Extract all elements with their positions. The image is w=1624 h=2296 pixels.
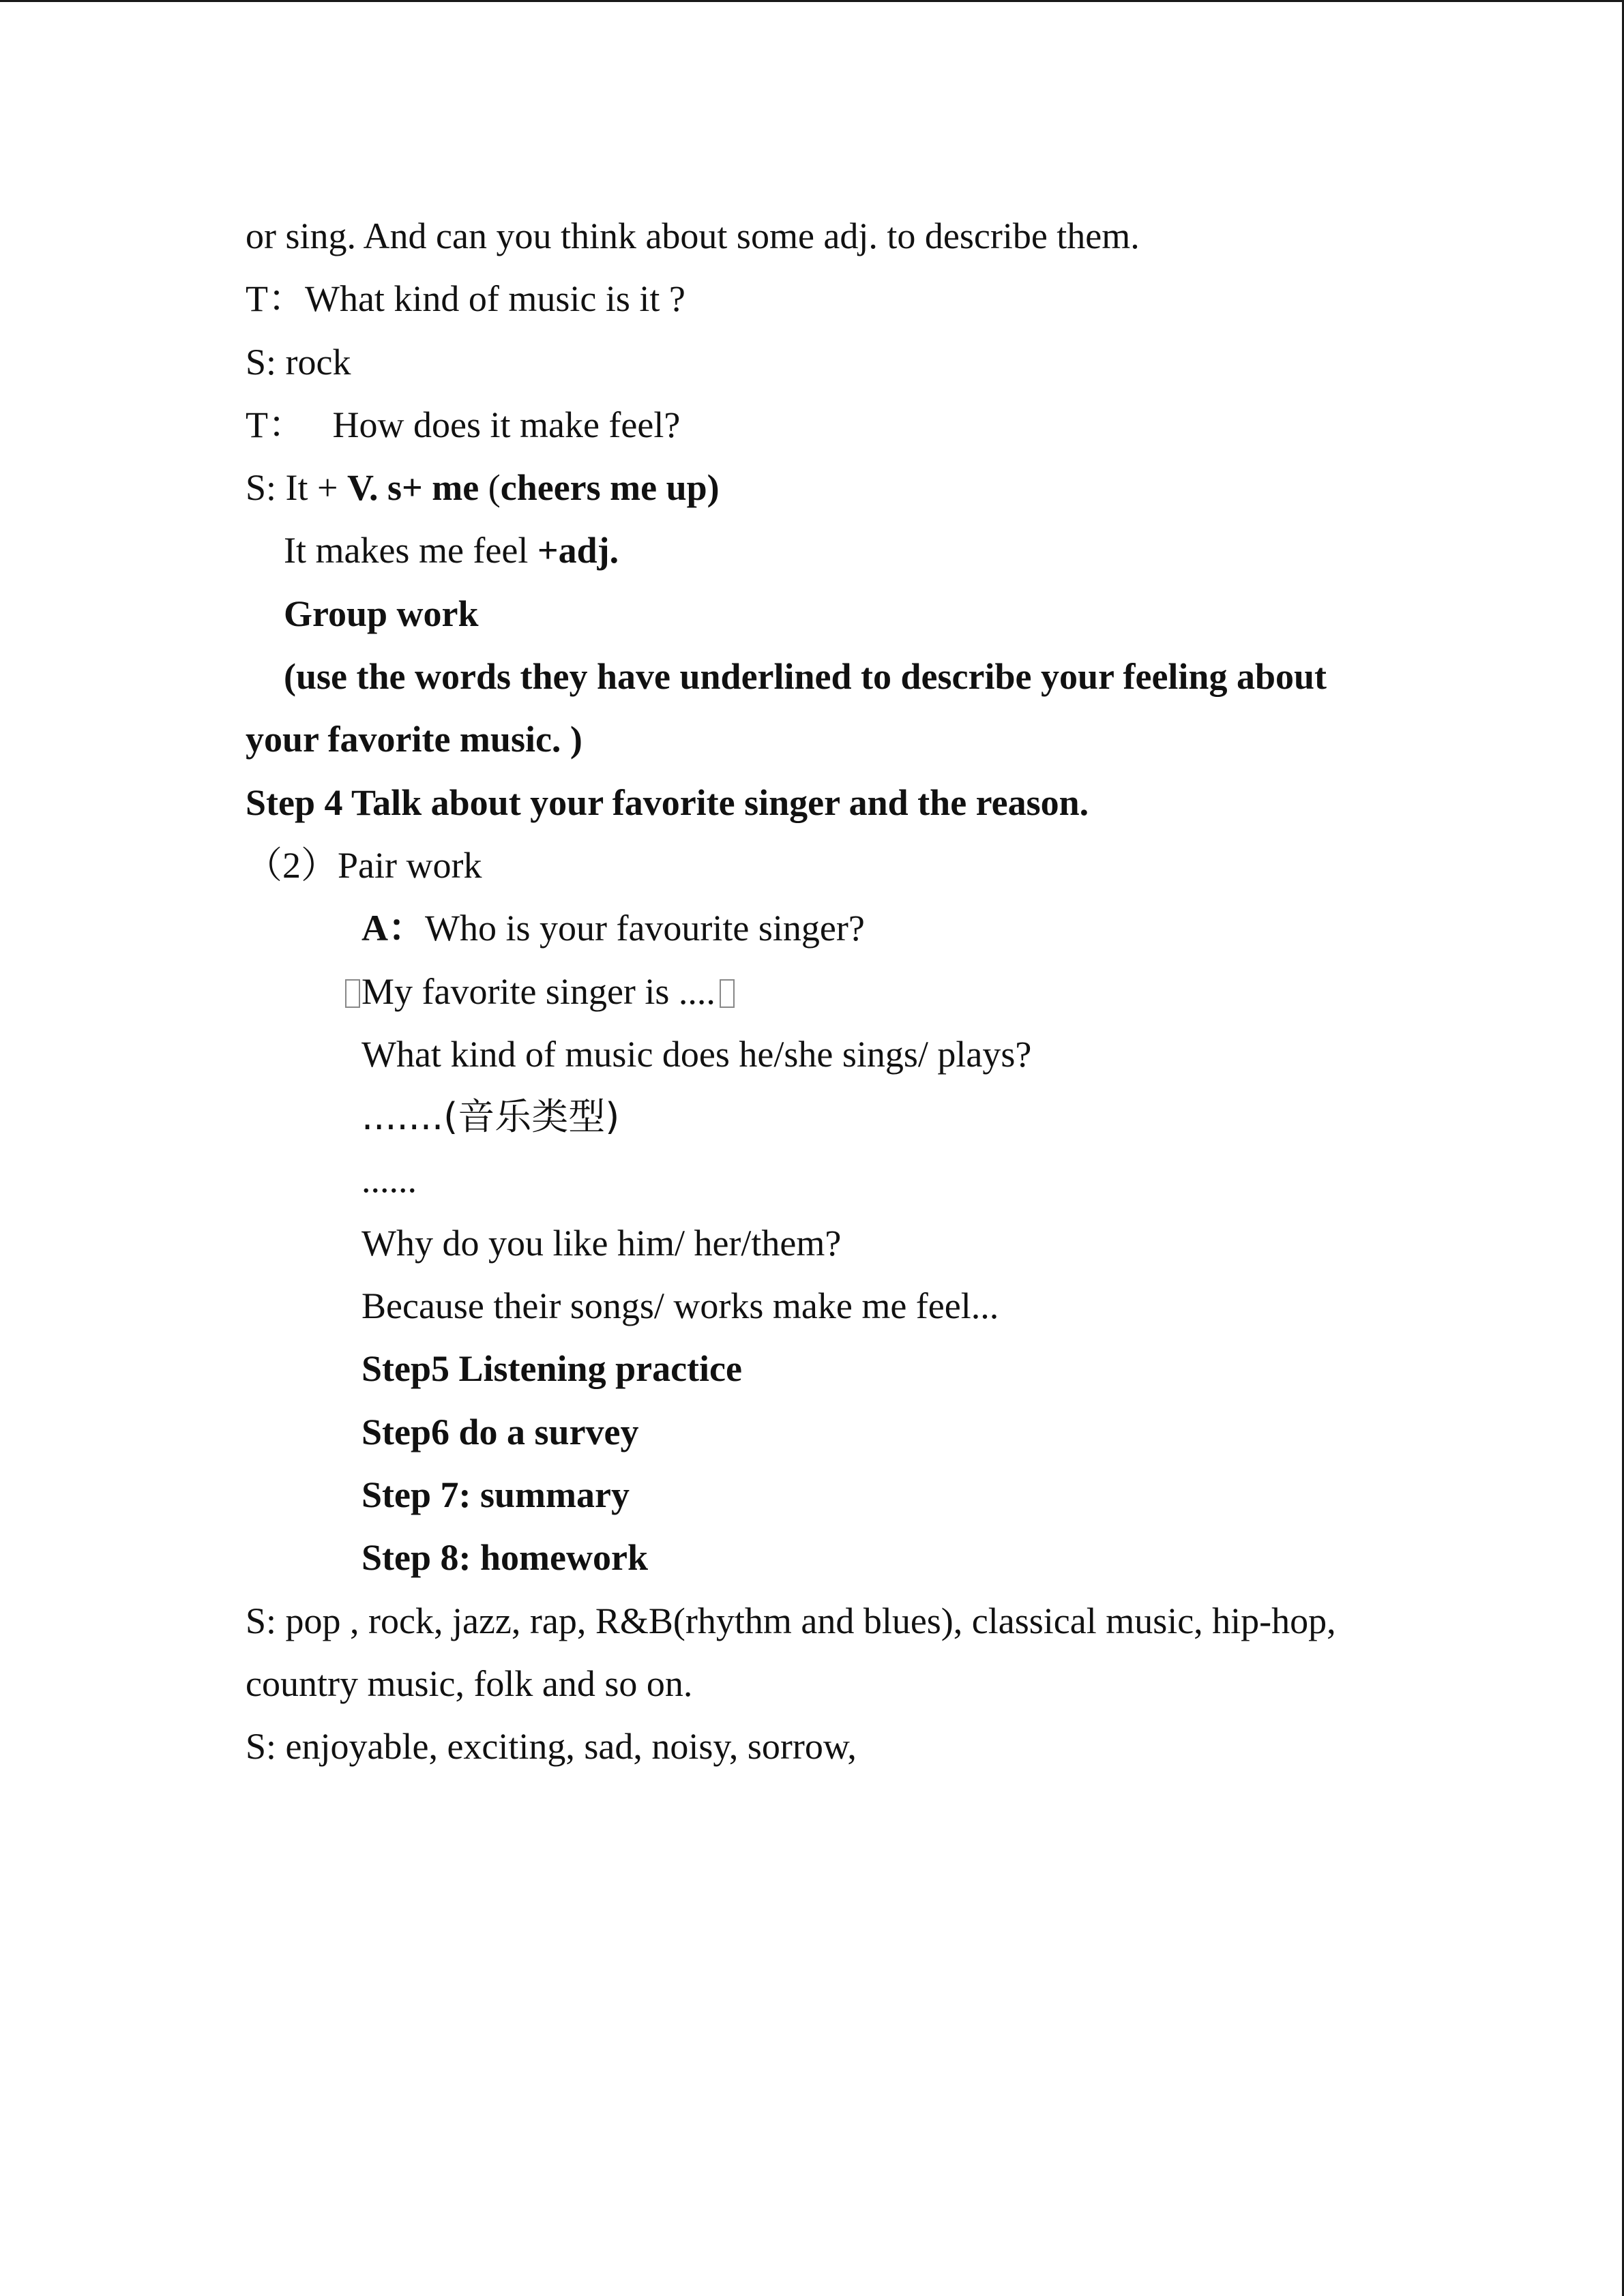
student-answer-genres — [246, 1590, 1405, 1652]
text-run: It makes me feel — [284, 530, 537, 571]
dialog-question-singer — [246, 897, 1405, 959]
group-work-instruction — [246, 645, 1405, 708]
text-run: Step6 do a survey — [361, 1411, 639, 1452]
dialog-question-music-kind — [246, 1023, 1405, 1086]
text-run: your favorite music. ) — [246, 719, 582, 760]
text-run: Because their songs/ works make me feel... — [361, 1285, 999, 1327]
dialog-answer-singer — [246, 960, 1405, 1023]
bold-run: cheers me up) — [500, 467, 720, 509]
student-answer-rock — [246, 331, 1405, 393]
bold-run: V. s+ me — [346, 467, 479, 509]
text-run: country music, folk and so on. — [246, 1663, 693, 1704]
text-run: T：What kind of music is it ? — [246, 278, 685, 320]
student-answer-adjectives — [246, 1715, 1405, 1778]
dialog-question-why — [246, 1212, 1405, 1274]
text-run: Step5 Listening practice — [361, 1348, 742, 1390]
group-work-instruction-cont — [246, 708, 1405, 771]
text-run: Who is your favourite singer? — [425, 908, 865, 949]
bold-run: +adj. — [537, 530, 619, 571]
text-run: What kind of music does he/she sings/ plays? — [361, 1033, 1032, 1075]
dialog-answer-music-type — [246, 1086, 1405, 1148]
text-run: S: rock — [246, 341, 351, 383]
text-run: .......(音乐类型) — [361, 1095, 620, 1139]
text-run: ...... — [361, 1159, 417, 1201]
text-run: （2）Pair work — [246, 844, 482, 886]
step-4-heading — [246, 771, 1405, 834]
dialog-answer-why — [246, 1274, 1405, 1337]
text-run: S: pop , rock, jazz, rap, R&B(rhythm and blues), classical music, hip-hop, — [246, 1600, 1336, 1641]
text-run: T： How does it make feel? — [246, 404, 681, 445]
text-line-continuation — [246, 205, 1405, 267]
group-work-heading — [246, 582, 1405, 645]
teacher-question-music-kind — [246, 267, 1405, 330]
text-run: S: enjoyable, exciting, sad, noisy, sorrow, — [246, 1726, 857, 1768]
step-6-heading — [246, 1401, 1405, 1463]
text-run: (use the words they have underlined to describe your feeling about — [284, 656, 1327, 698]
student-answer-pattern — [246, 456, 1405, 519]
student-answer-genres-cont — [246, 1652, 1405, 1715]
dialog-ellipsis — [246, 1148, 1405, 1211]
step-5-heading — [246, 1337, 1405, 1400]
pair-work-heading — [246, 834, 1405, 897]
sentence-pattern-adj — [246, 519, 1405, 582]
text-run: Step 8: homework — [361, 1537, 648, 1579]
missing-glyph-box — [720, 979, 735, 1008]
missing-glyph-box — [345, 979, 360, 1008]
text-run: My favorite singer is .... — [361, 970, 715, 1012]
text-run: S: It + — [246, 467, 347, 509]
document-body — [246, 205, 1405, 1778]
text-run: ( — [479, 467, 501, 509]
text-run: Step 4 Talk about your favorite singer and the reason. — [246, 781, 1089, 823]
step-8-heading — [246, 1526, 1405, 1589]
text-run: Why do you like him/ her/them? — [361, 1222, 842, 1264]
step-7-heading — [246, 1463, 1405, 1526]
teacher-question-feel — [246, 393, 1405, 456]
text-run: or sing. And can you think about some adj. to describe them. — [246, 215, 1140, 256]
text-run: Group work — [284, 593, 479, 634]
text-run: Step 7: summary — [361, 1474, 630, 1515]
speaker-label: A： — [361, 908, 425, 949]
